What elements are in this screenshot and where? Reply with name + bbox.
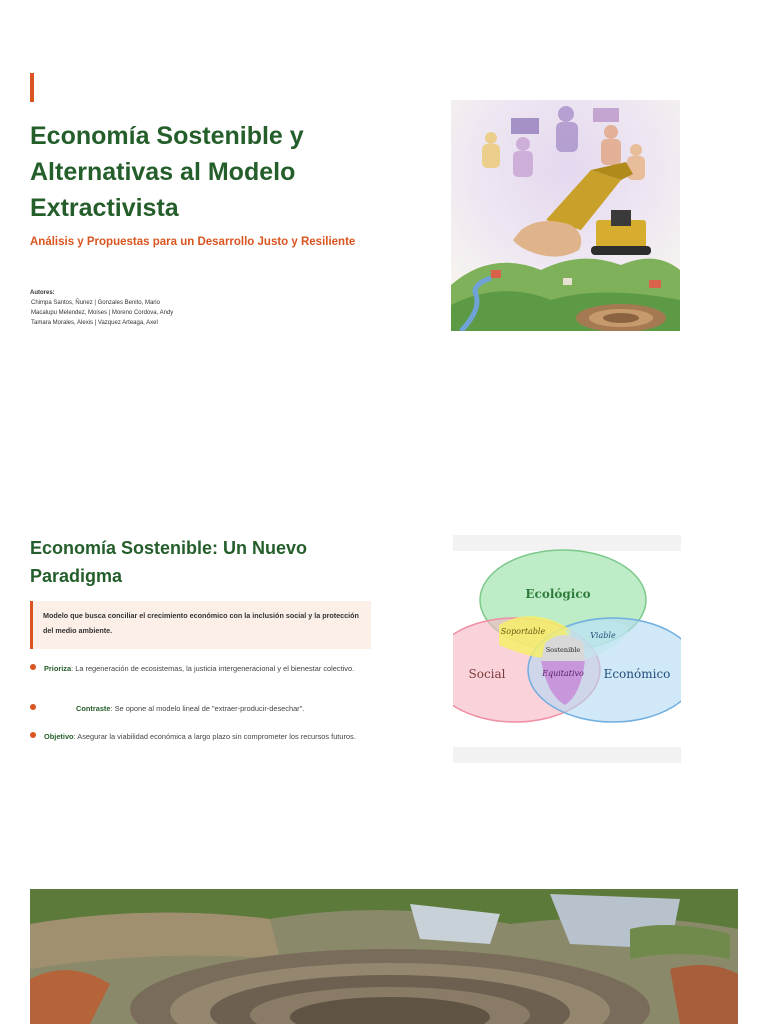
venn-label-social: Social <box>468 667 506 681</box>
bullet-text: : Asegurar la viabilidad económica a largo plazo sin comprometer los recursos futuros. <box>73 732 356 741</box>
page-subtitle: Análisis y Propuestas para un Desarrollo Justo y Resiliente <box>30 236 356 248</box>
venn-label-soportable: Soportable <box>500 627 546 636</box>
author-line: Macalupu Melendez, Moises | Moreno Cordova, Andy <box>31 310 174 316</box>
bullet-keyword: Contraste <box>76 704 111 713</box>
bullet-keyword: Objetivo <box>44 732 74 741</box>
page-title: Economía Sostenible y Alternativas al Modelo Extractivista <box>30 122 304 222</box>
authors-label: Autores: <box>30 290 55 296</box>
venn-label-viable: Viable <box>590 631 616 640</box>
section-heading: Economía Sostenible: Un Nuevo Paradigma <box>30 538 308 586</box>
bullet-text: : Se opone al modelo lineal de "extraer-producir-desechar". <box>110 704 305 713</box>
bullet-dot-icon <box>30 732 36 738</box>
cover-illustration <box>451 100 680 331</box>
venn-label-economico: Económico <box>603 667 671 681</box>
venn-label-ecologico: Ecológico <box>525 587 591 601</box>
bullet-dot-icon <box>30 664 36 670</box>
definition-callout: Modelo que busca conciliar el crecimiento económico con la inclusión social y la protección del medio ambiente. <box>30 601 371 649</box>
bullet-keyword: Prioriza <box>44 664 72 673</box>
title-accent-bar <box>30 73 34 102</box>
author-line: Chimpa Santos, Ñunez | Gonzales Benito, Mario <box>31 300 160 306</box>
authors-block <box>30 288 230 328</box>
sustainability-venn-diagram <box>453 535 681 763</box>
venn-label-equitativo: Equitativo <box>542 669 584 678</box>
venn-label-sostenible: Sostenible <box>545 646 581 654</box>
author-line: Tamara Morales, Alexis | Vazquez Arteaga, Axel <box>31 320 158 326</box>
open-pit-mine-photo <box>30 889 738 1024</box>
bullet-text: : La regeneración de ecosistemas, la justicia intergeneracional y el bienestar colectivo. <box>71 664 355 673</box>
bullet-dot-icon <box>30 704 36 710</box>
